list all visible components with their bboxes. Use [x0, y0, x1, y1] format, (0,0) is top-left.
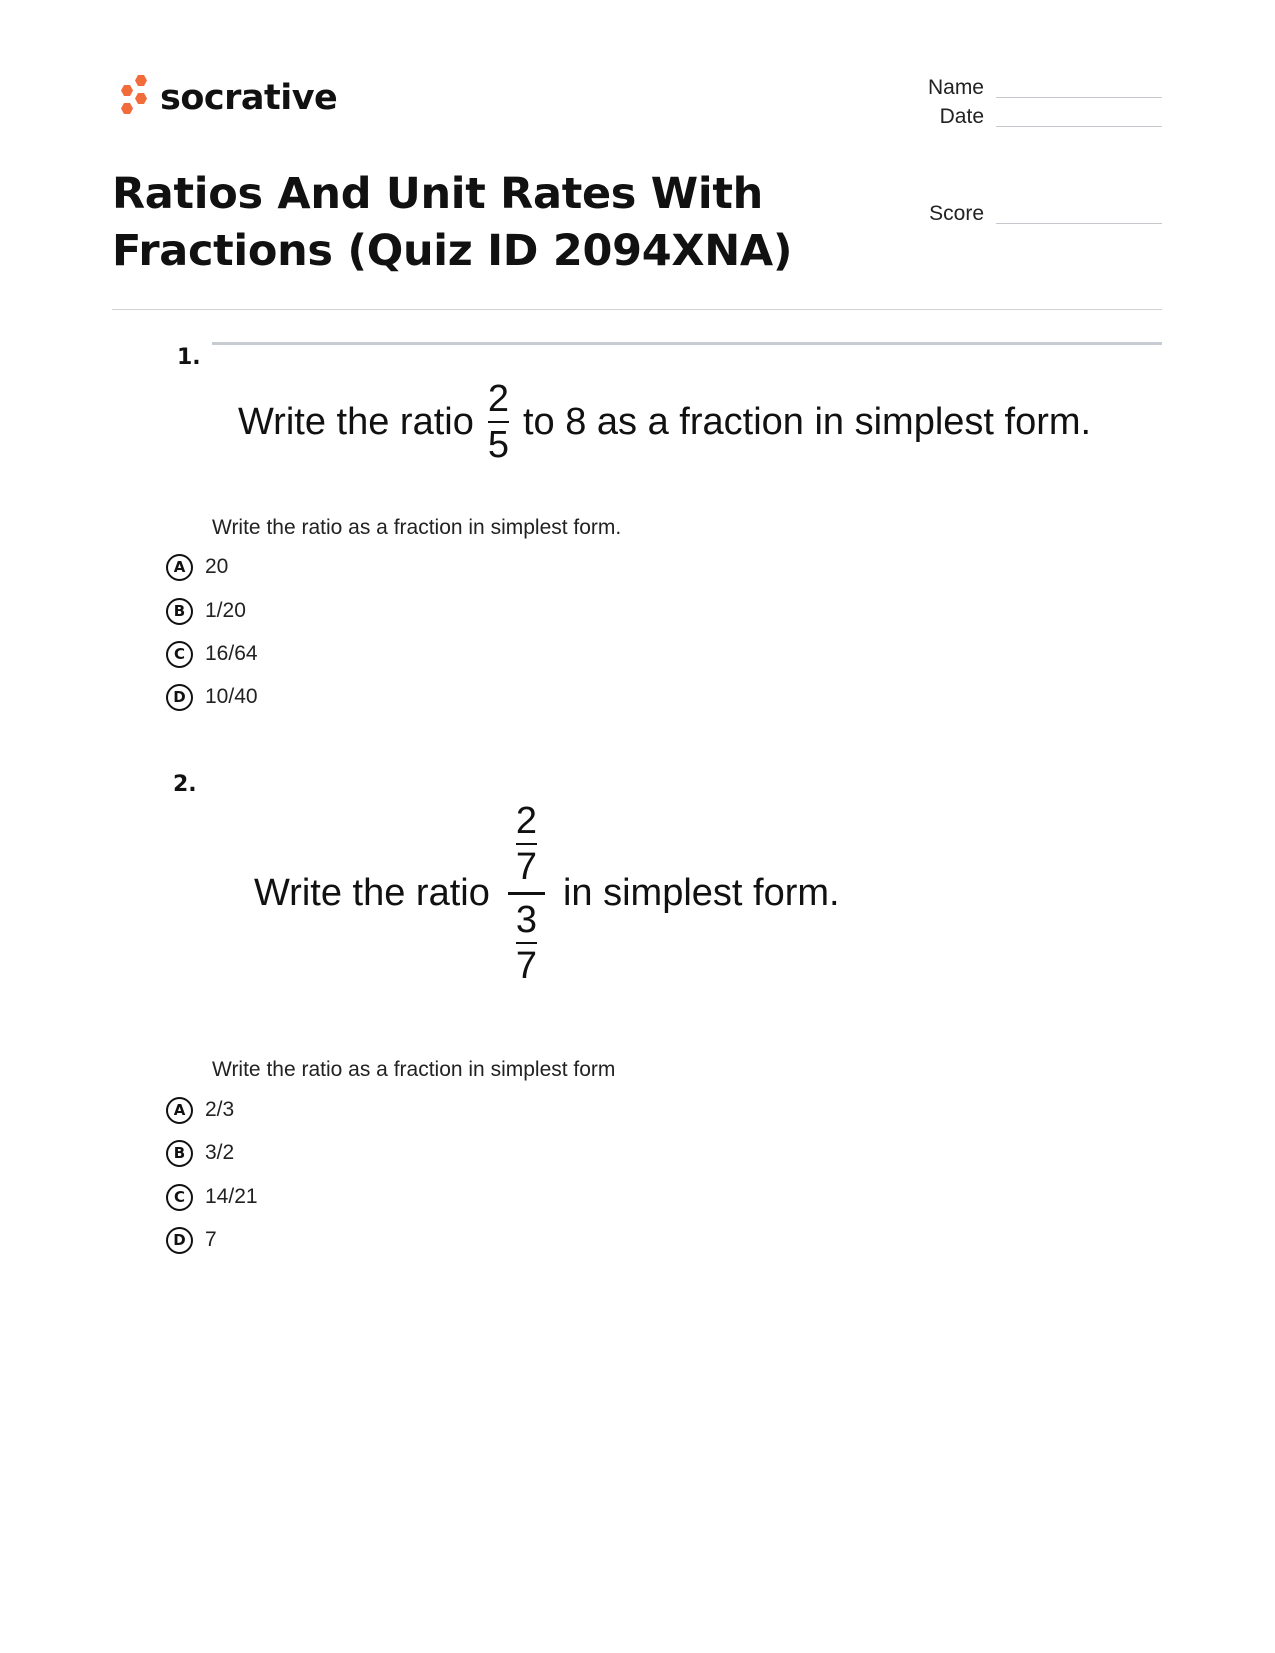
bottom-fraction — [516, 901, 537, 985]
score-field[interactable] — [900, 200, 1162, 230]
name-field[interactable] — [900, 74, 1162, 104]
question-divider — [212, 342, 1162, 345]
top-fraction — [516, 802, 537, 886]
header-divider — [112, 309, 1162, 310]
choice-text: 16/64 — [205, 642, 258, 665]
score-label: Score — [929, 202, 984, 225]
choice-d[interactable] — [166, 1223, 217, 1257]
fraction-bar — [516, 942, 537, 944]
choice-letter-badge[interactable]: A — [166, 554, 193, 581]
bottom-denominator: 7 — [515, 945, 537, 987]
socrative-logo — [112, 72, 337, 124]
choice-c[interactable] — [166, 1180, 258, 1214]
brand-name: socrative — [160, 78, 338, 118]
name-line[interactable] — [996, 97, 1162, 98]
choice-letter-badge[interactable]: D — [166, 684, 193, 711]
choice-b[interactable] — [166, 594, 246, 628]
choice-text: 2/3 — [205, 1098, 235, 1121]
choice-a[interactable] — [166, 1093, 234, 1127]
choice-letter-badge[interactable]: C — [166, 1184, 193, 1211]
date-field[interactable] — [900, 103, 1162, 133]
question-prompt: Write the ratio as a fraction in simplest form. — [212, 516, 622, 539]
complex-fraction — [508, 802, 545, 985]
date-line[interactable] — [996, 126, 1162, 127]
choice-letter-badge[interactable]: B — [166, 1140, 193, 1167]
choice-text: 20 — [205, 555, 229, 578]
choice-a[interactable] — [166, 550, 228, 584]
choice-letter-badge[interactable]: A — [166, 1097, 193, 1124]
question-number: 2. — [173, 772, 197, 797]
question-2-image — [254, 802, 840, 985]
fraction — [488, 380, 509, 464]
top-numerator: 2 — [515, 800, 537, 842]
choice-text: 7 — [205, 1228, 217, 1251]
question-number: 1. — [177, 345, 201, 370]
page-title: Ratios And Unit Rates With Fractions (Quiz ID 2094XNA) — [112, 169, 793, 276]
fraction-bar — [488, 421, 509, 423]
choice-text: 3/2 — [205, 1141, 235, 1164]
ratio-suffix: to 8 as a fraction in simplest form. — [522, 400, 1092, 443]
ratio-prefix: Write the ratio — [254, 872, 490, 914]
socrative-hexagons-icon — [112, 73, 152, 123]
choice-b[interactable] — [166, 1136, 234, 1170]
choice-text: 14/21 — [205, 1185, 258, 1208]
question-1-image — [238, 380, 1091, 464]
fraction-denominator: 5 — [487, 424, 509, 466]
fraction-numerator: 2 — [487, 378, 509, 420]
ratio-prefix: Write the ratio — [238, 400, 474, 443]
choice-text: 1/20 — [205, 599, 246, 622]
choice-letter-badge[interactable]: B — [166, 598, 193, 625]
score-line[interactable] — [996, 223, 1162, 224]
choice-letter-badge[interactable]: D — [166, 1227, 193, 1254]
choice-d[interactable] — [166, 680, 258, 714]
choice-text: 10/40 — [205, 685, 258, 708]
fraction-bar — [516, 843, 537, 845]
name-label: Name — [927, 76, 984, 99]
bottom-numerator: 3 — [515, 899, 537, 941]
top-denominator: 7 — [515, 846, 537, 888]
choice-letter-badge[interactable]: C — [166, 641, 193, 668]
question-prompt: Write the ratio as a fraction in simplest form — [212, 1058, 616, 1081]
date-label: Date — [939, 105, 984, 128]
choice-c[interactable] — [166, 637, 258, 671]
main-fraction-bar — [508, 892, 545, 895]
ratio-suffix: in simplest form. — [562, 872, 840, 914]
